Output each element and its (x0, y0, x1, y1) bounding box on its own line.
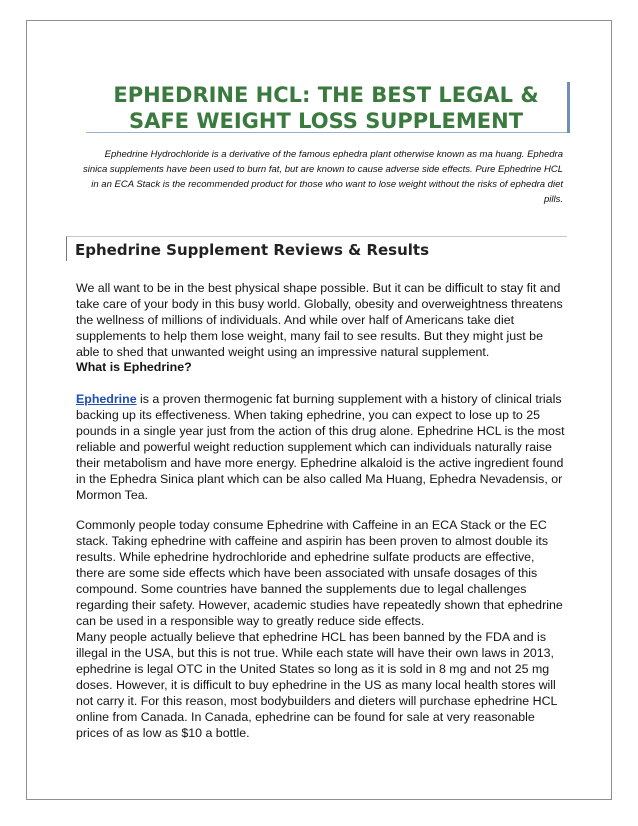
definition-text: is a proven thermogenic fat burning supplement with a history of clinical trials backing up its effectiveness. When taking ephedrine, you can expect to lose up to 25 pounds in a single year just from the action of this drug alone. Ephedrine HCL is the most reliable and powerful weight reduction supplement which can individuals naturally raise their metabolism and have more energy. Ephedrine alkaloid is the active ingredient found in the Ephedra Sinica plant which can be also called Ma Huang, Ephedra Nevadensis, or Mormon Tea. (76, 392, 565, 502)
definition-paragraph (76, 391, 566, 503)
title-block (86, 82, 566, 133)
eca-stack-paragraph (76, 517, 566, 629)
title-underline (86, 132, 570, 133)
title-line-1: EPHEDRINE HCL: THE BEST LEGAL & (113, 83, 539, 107)
intro-paragraph (76, 280, 566, 360)
title-side-rule (567, 82, 570, 133)
question-text: What is Ephedrine? (76, 360, 192, 374)
section-heading: Ephedrine Supplement Reviews & Results (75, 241, 430, 259)
legal-status-paragraph (76, 629, 566, 741)
question-heading (76, 359, 566, 375)
ephedrine-link[interactable]: Ephedrine (76, 392, 137, 406)
eca-stack-text: Commonly people today consume Ephedrine with Caffeine in an ECA Stack or the EC stack. Taking ephedrine with caffeine and aspirin has been proven to almost double its results. While ephedrine hydrochloride and ephedrine sulfate products are effective, there are some side effects which have been associated with unsafe dosages of this compound. Some countries have banned the supplements due to legal challenges regarding their safety. However, academic studies have repeatedly shown that ephedrine can be used in a responsible way to greatly reduce side effects. (76, 518, 563, 628)
intro-text: We all want to be in the best physical shape possible. But it can be difficult to stay fit and take care of your body in this busy world. Globally, obesity and overweightness threatens the wellness of millions of individuals. And while over half of Americans take diet supplements to help them lose weight, many fail to see results. But they might just be able to shed that unwanted weight using an impressive natural supplement. (76, 281, 563, 359)
page-title (86, 82, 566, 134)
subtitle: Ephedrine Hydrochloride is a derivative of the famous ephedra plant otherwise known as ma huang. Ephedra sinica supplements have been used to burn fat, but are known to cause adverse side effects. Pure Ephedrine HCL in an ECA Stack is the recommended product for those who want to lose weight without the risks of ephedra diet pills. (82, 149, 563, 205)
legal-status-text: Many people actually believe that ephedrine HCL has been banned by the FDA and is illegal in the USA, but this is not true. While each state will have their own laws in 2013, ephedrine is legal OTC in the United States so long as it is sold in 8 mg and not 25 mg doses. However, it is difficult to buy ephedrine in the US as many local health stores will not carry it. For this reason, most bodybuilders and dieters will purchase ephedrine HCL online from Canada. In Canada, ephedrine can be found for sale at very reasonable prices of as low as $10 a bottle. (76, 630, 557, 740)
title-line-2: SAFE WEIGHT LOSS SUPPLEMENT (128, 109, 524, 133)
section-heading-box (66, 236, 567, 261)
